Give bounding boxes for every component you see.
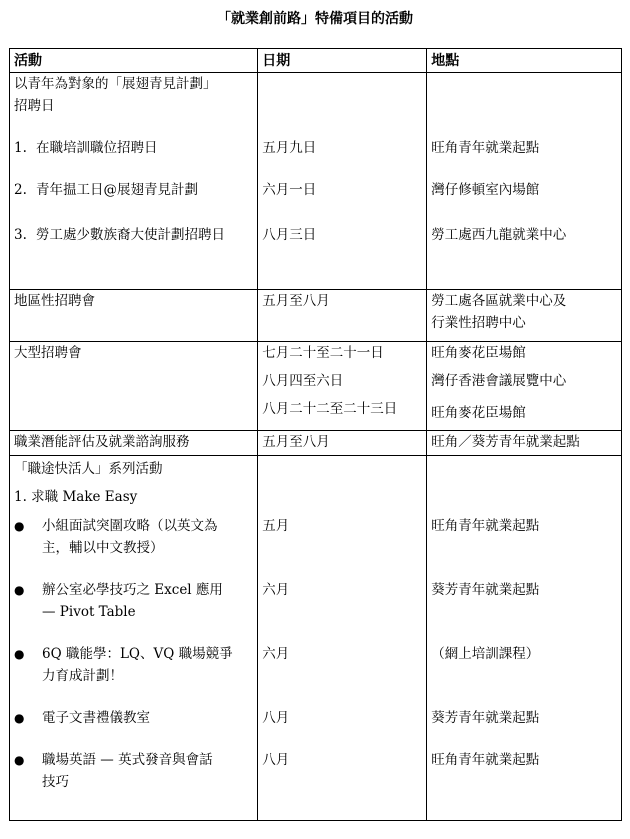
workshop-date: 六月 — [262, 646, 290, 662]
list-item — [14, 515, 253, 559]
venue-cell: 旺角／葵芳青年就業起點 — [427, 431, 622, 456]
activity-cell — [10, 456, 258, 821]
list-item — [14, 137, 253, 159]
list-item — [14, 179, 253, 201]
item-number: 2. — [14, 182, 27, 198]
venue-cell — [427, 456, 622, 821]
series-subheading: 1. 求職 Make Easy — [14, 489, 138, 505]
workshop-title-line1: 電子文書禮儀教室 — [42, 710, 150, 726]
date-cell: 五月至八月 — [258, 431, 427, 456]
date-cell — [258, 342, 427, 431]
page-title: 「就業創前路」特備項目的活動 — [217, 11, 413, 27]
header-venue: 地點 — [427, 49, 622, 73]
item-date: 八月三日 — [262, 227, 317, 243]
row-intro-line2: 招聘日 — [14, 98, 55, 114]
item-activity: 在職培訓職位招聘日 — [36, 140, 158, 156]
bullet-icon: ● — [14, 647, 25, 661]
item-venue: 旺角青年就業起點 — [431, 140, 540, 156]
list-item — [14, 579, 253, 623]
header-activity: 活動 — [10, 49, 258, 73]
venue-cell — [427, 342, 622, 431]
venue-cell — [427, 73, 622, 290]
activities-table — [9, 48, 622, 821]
item-number: 1. — [14, 140, 27, 156]
fair-venue: 旺角麥花臣場館 — [431, 405, 526, 421]
table-row — [10, 290, 622, 342]
workshop-title-line1: 職場英語 — 英式發音與會話 — [42, 752, 213, 768]
table-row — [10, 456, 622, 821]
workshop-title-line2: — Pivot Table — [42, 604, 136, 620]
activity-cell: 地區性招聘會 — [10, 290, 258, 342]
item-activity: 勞工處少數族裔大使計劃招聘日 — [36, 227, 225, 243]
workshop-venue: 葵芳青年就業起點 — [431, 582, 540, 598]
table-row — [10, 342, 622, 431]
workshop-title-line1: 6Q 職能學：LQ、VQ 職場競爭 — [42, 646, 233, 662]
activity-cell — [10, 73, 258, 290]
venue-cell — [427, 290, 622, 342]
workshop-title-line2: 力育成計劃！ — [42, 668, 123, 684]
list-item — [14, 707, 253, 729]
date-cell: 五月至八月 — [258, 290, 427, 342]
workshop-date: 五月 — [262, 518, 290, 534]
activity-cell: 職業潛能評估及就業諮詢服務 — [10, 431, 258, 456]
workshop-venue: （網上培訓課程） — [431, 646, 540, 662]
series-heading: 「職途快活人」系列活動 — [14, 461, 163, 477]
fair-date: 八月二十二至二十三日 — [262, 401, 398, 417]
item-venue: 勞工處西九龍就業中心 — [431, 227, 567, 243]
item-number: 3. — [14, 227, 27, 243]
date-cell — [258, 456, 427, 821]
list-item — [14, 224, 253, 246]
table-row — [10, 73, 622, 290]
item-date: 五月九日 — [262, 140, 317, 156]
item-venue: 灣仔修頓室內場館 — [431, 182, 540, 198]
venue-line2: 行業性招聘中心 — [431, 315, 526, 331]
bullet-icon: ● — [14, 711, 25, 725]
workshop-venue: 旺角青年就業起點 — [431, 518, 540, 534]
workshop-venue: 旺角青年就業起點 — [431, 752, 540, 768]
workshop-title-line2: 技巧 — [42, 774, 69, 790]
header-date: 日期 — [258, 49, 427, 73]
workshop-title-line1: 小組面試突圍攻略（以英文為 — [42, 518, 218, 534]
bullet-icon: ● — [14, 583, 25, 597]
activity-cell: 大型招聘會 — [10, 342, 258, 431]
table-row — [10, 431, 622, 456]
list-item — [14, 643, 253, 687]
date-cell — [258, 73, 427, 290]
venue-line1: 勞工處各區就業中心及 — [431, 293, 567, 309]
item-activity: 青年揾工日@展翅青見計劃 — [36, 182, 198, 198]
fair-venue: 旺角麥花臣場館 — [431, 345, 526, 361]
workshop-venue: 葵芳青年就業起點 — [431, 710, 540, 726]
workshop-date: 六月 — [262, 582, 290, 598]
workshop-date: 八月 — [262, 710, 290, 726]
fair-date: 七月二十至二十一日 — [262, 345, 384, 361]
workshop-date: 八月 — [262, 752, 290, 768]
bullet-icon: ● — [14, 519, 25, 533]
fair-venue: 灣仔香港會議展覽中心 — [431, 373, 567, 389]
item-date: 六月一日 — [262, 182, 317, 198]
workshop-title-line1: 辦公室必學技巧之 Excel 應用 — [42, 582, 223, 598]
bullet-icon: ● — [14, 753, 25, 767]
workshop-title-line2: 主，輔以中文教授） — [42, 540, 164, 556]
row-intro-line1: 以青年為對象的「展翅青見計劃」 — [14, 76, 217, 92]
header-row — [10, 49, 622, 73]
fair-date: 八月四至六日 — [262, 373, 344, 389]
list-item — [14, 749, 253, 793]
